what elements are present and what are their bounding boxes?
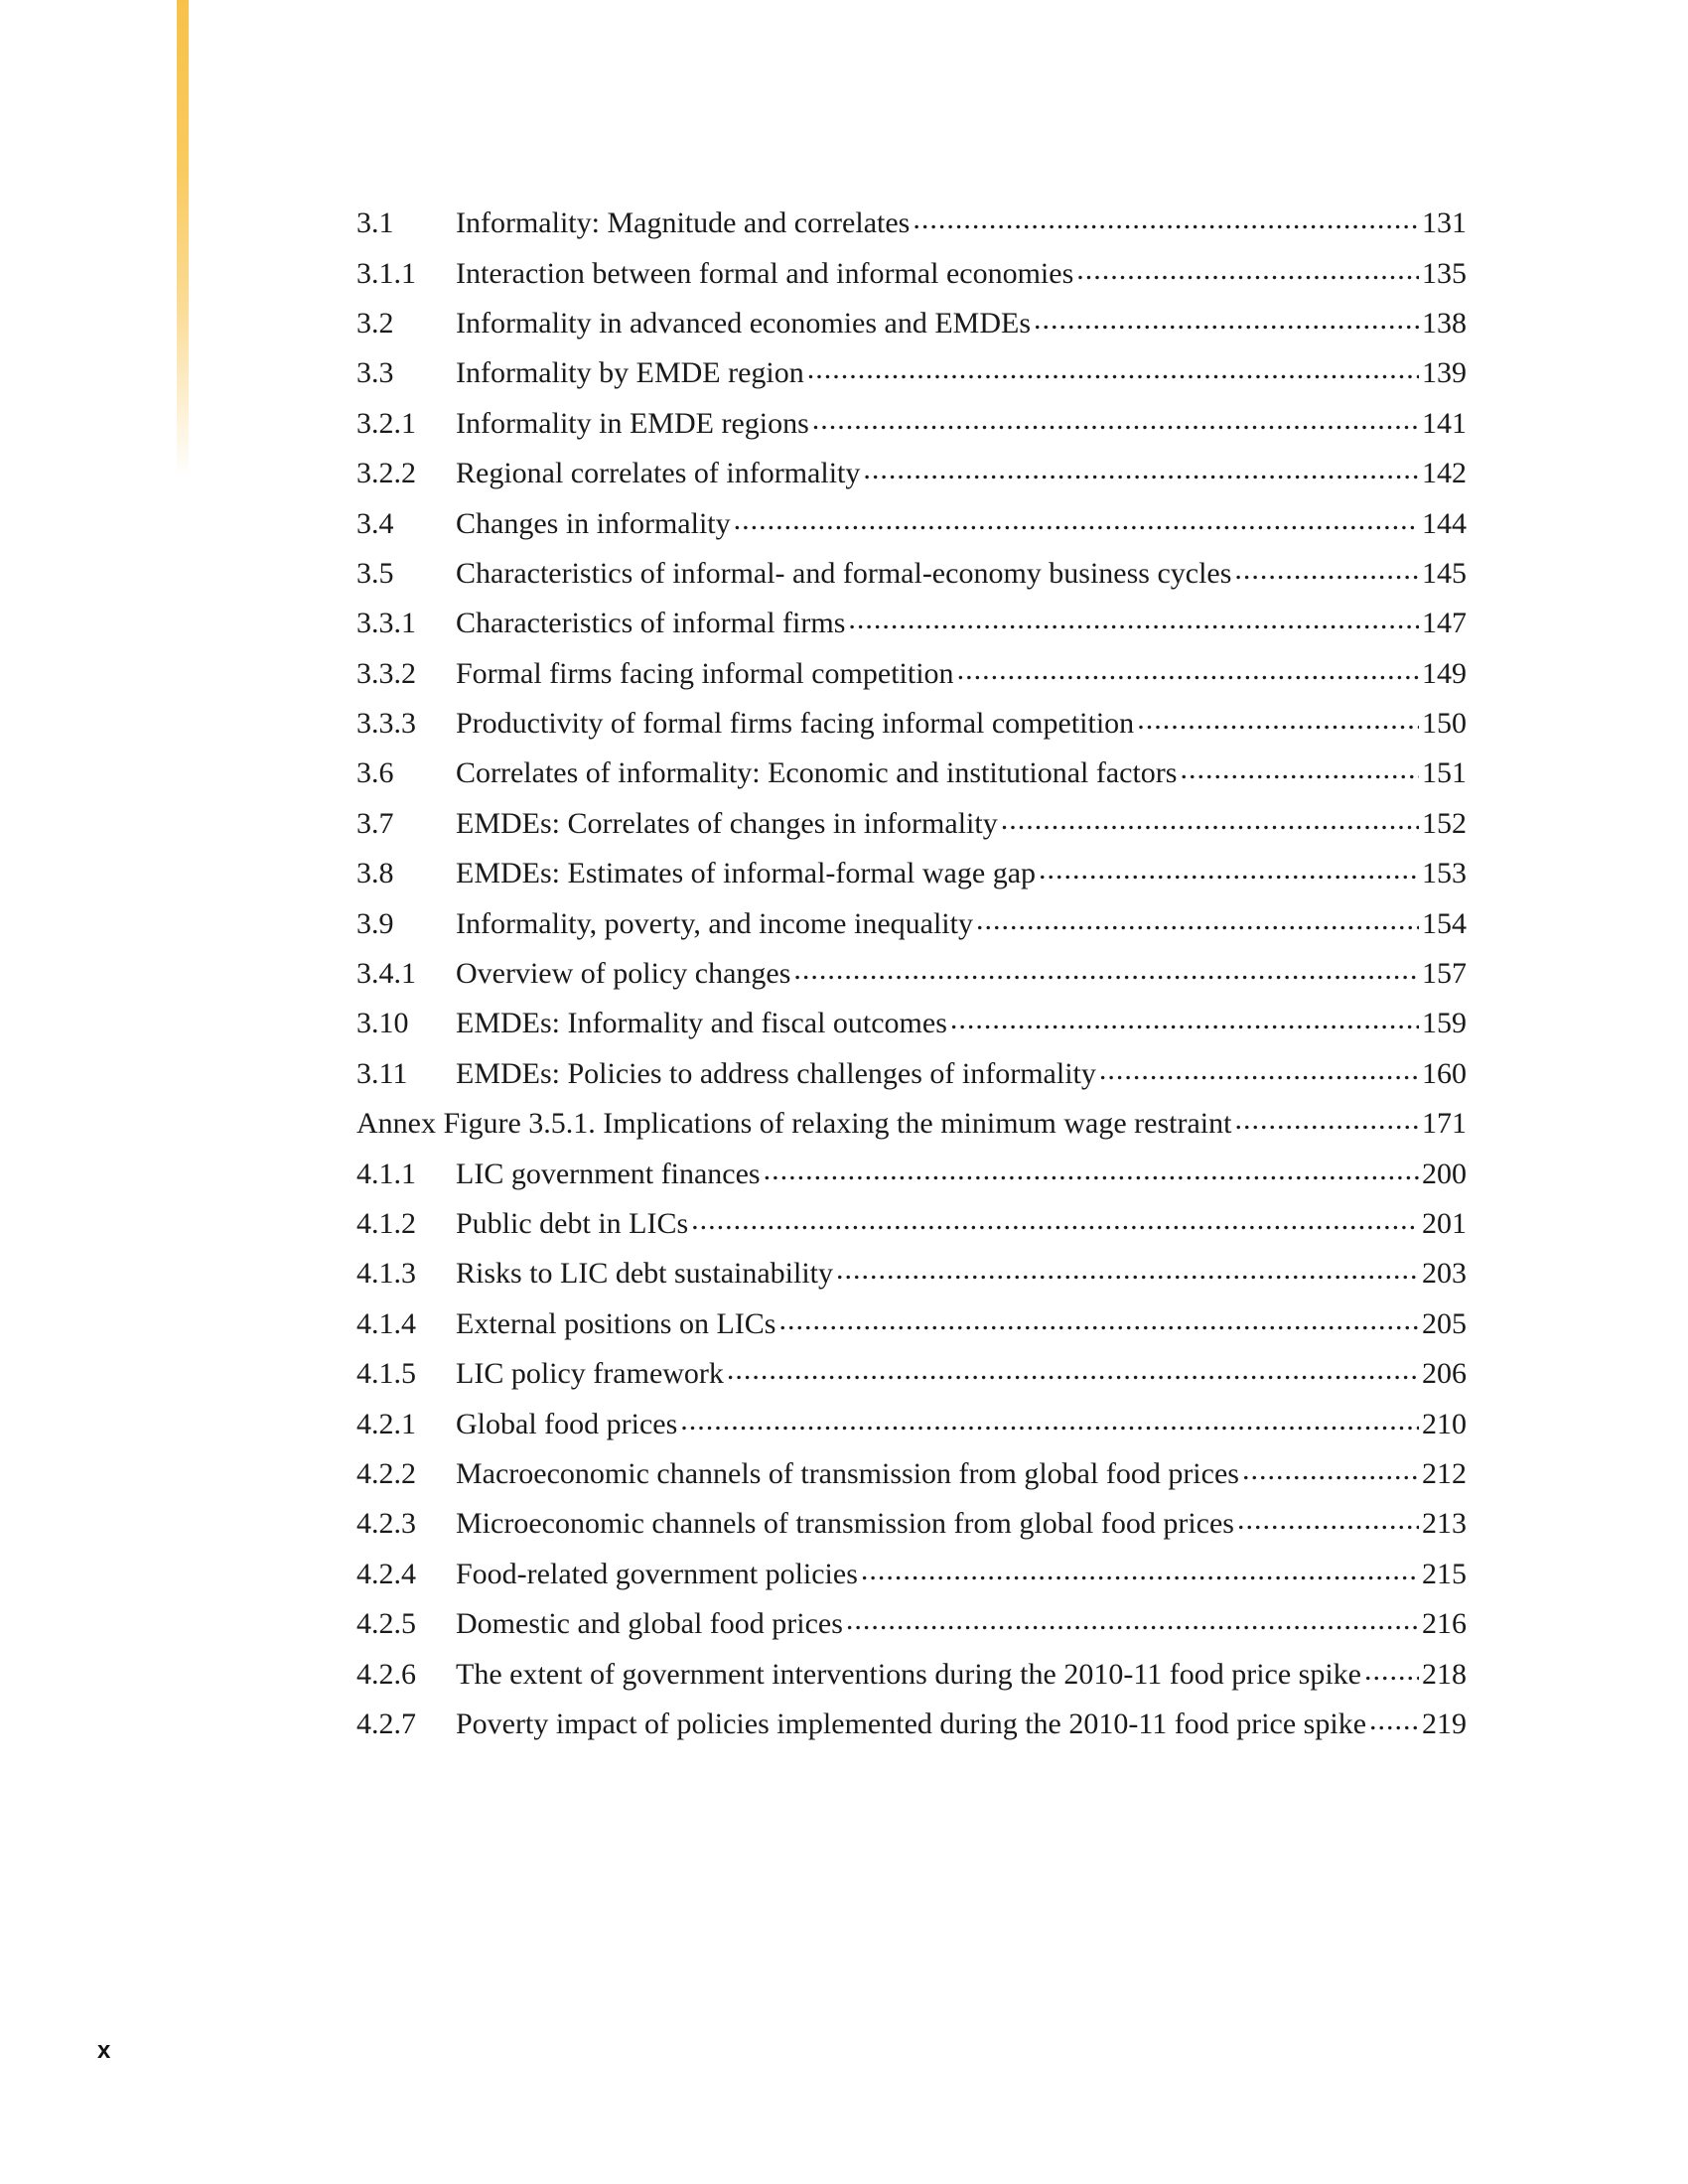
entry-page: 142 (1422, 457, 1467, 490)
dot-leader (863, 459, 1419, 488)
entry-title: Microeconomic channels of transmission from global food prices (456, 1507, 1234, 1541)
entry-number: 4.1.5 (356, 1357, 416, 1391)
dot-leader (1001, 809, 1419, 839)
dot-leader (1237, 1509, 1419, 1539)
dot-leader (1242, 1459, 1419, 1489)
dot-leader (846, 1609, 1419, 1639)
dot-leader (1180, 758, 1419, 788)
toc-entry[interactable] (356, 1249, 1467, 1298)
entry-title: The extent of government interventions during the 2010-11 food price spike (456, 1657, 1361, 1691)
dot-leader (836, 1259, 1419, 1289)
dot-leader (691, 1209, 1419, 1239)
entry-number: 3.10 (356, 1007, 409, 1040)
toc-entry[interactable] (356, 1299, 1467, 1349)
dot-leader (793, 959, 1419, 989)
entry-number: 3.3.3 (356, 707, 416, 741)
entry-page: 216 (1422, 1607, 1467, 1641)
entry-title: Food-related government policies (456, 1557, 858, 1590)
entry-title: Risks to LIC debt sustainability (456, 1257, 833, 1291)
page-folio: x (97, 2037, 111, 2064)
entry-title: Annex Figure 3.5.1. Implications of relaxing the minimum wage restraint (356, 1107, 1232, 1141)
toc-entry[interactable] (356, 299, 1467, 348)
entry-title: Overview of policy changes (456, 957, 791, 991)
entry-page: 149 (1422, 656, 1467, 690)
entry-number: 4.2.2 (356, 1456, 416, 1490)
entry-title: Formal firms facing informal competition (456, 656, 954, 690)
toc-entry[interactable] (356, 1349, 1467, 1399)
entry-title: LIC government finances (456, 1157, 761, 1190)
decorative-side-bar (177, 0, 189, 477)
entry-number: 4.1.1 (356, 1157, 416, 1190)
entry-number: 3.1 (356, 206, 394, 240)
entry-page: 150 (1422, 707, 1467, 741)
dot-leader (848, 609, 1419, 638)
dot-leader (1039, 859, 1419, 888)
entry-number: 3.5 (356, 556, 394, 590)
figures-list (356, 199, 1467, 1749)
entry-page: 159 (1422, 1007, 1467, 1040)
toc-entry[interactable] (356, 1649, 1467, 1699)
dot-leader (1364, 1660, 1419, 1690)
toc-entry[interactable] (356, 1499, 1467, 1549)
toc-entry[interactable] (356, 498, 1467, 548)
dot-leader (778, 1309, 1419, 1339)
entry-page: 151 (1422, 756, 1467, 790)
entry-number: 4.2.4 (356, 1557, 416, 1590)
entry-page: 213 (1422, 1507, 1467, 1541)
entry-page: 218 (1422, 1657, 1467, 1691)
toc-entry[interactable] (356, 399, 1467, 449)
entry-page: 212 (1422, 1456, 1467, 1490)
entry-page: 215 (1422, 1557, 1467, 1590)
dot-leader (727, 1359, 1419, 1389)
toc-entry[interactable] (356, 1199, 1467, 1249)
entry-title: Correlates of informality: Economic and institutional factors (456, 756, 1178, 790)
toc-entry[interactable] (356, 199, 1467, 248)
toc-entry[interactable] (356, 449, 1467, 498)
entry-number: 3.7 (356, 806, 394, 840)
entry-title: EMDEs: Informality and fiscal outcomes (456, 1007, 947, 1040)
entry-page: 152 (1422, 806, 1467, 840)
entry-page: 160 (1422, 1056, 1467, 1090)
entry-page: 154 (1422, 906, 1467, 940)
entry-title: EMDEs: Policies to address challenges of informality (456, 1056, 1096, 1090)
entry-page: 205 (1422, 1306, 1467, 1340)
toc-entry[interactable] (356, 1700, 1467, 1749)
entry-number: 3.9 (356, 906, 394, 940)
entry-number: 3.3.2 (356, 656, 416, 690)
toc-entry[interactable] (356, 348, 1467, 398)
entry-title: EMDEs: Estimates of informal-formal wage gap (456, 857, 1037, 890)
entry-page: 203 (1422, 1257, 1467, 1291)
dot-leader (812, 409, 1419, 439)
entry-title: Macroeconomic channels of transmission from global food prices (456, 1456, 1239, 1490)
dot-leader (764, 1160, 1419, 1189)
entry-page: 145 (1422, 556, 1467, 590)
dot-leader (1234, 1109, 1419, 1139)
entry-number: 4.2.1 (356, 1407, 416, 1440)
entry-page: 138 (1422, 306, 1467, 340)
entry-page: 135 (1422, 256, 1467, 290)
toc-entry[interactable] (356, 949, 1467, 999)
toc-entry[interactable] (356, 248, 1467, 298)
entry-number: 3.2.2 (356, 457, 416, 490)
entry-number: 4.1.3 (356, 1257, 416, 1291)
dot-leader (913, 208, 1419, 238)
entry-number: 3.1.1 (356, 256, 416, 290)
entry-page: 153 (1422, 857, 1467, 890)
toc-entry[interactable] (356, 549, 1467, 599)
toc-entry[interactable] (356, 1399, 1467, 1448)
entry-number: 3.2.1 (356, 406, 416, 440)
toc-entry[interactable] (356, 649, 1467, 699)
entry-page: 141 (1422, 406, 1467, 440)
entry-page: 139 (1422, 356, 1467, 390)
entry-number: 4.2.7 (356, 1706, 416, 1740)
entry-page: 206 (1422, 1357, 1467, 1391)
entry-title: Poverty impact of policies implemented during the 2010-11 food price spike (456, 1706, 1367, 1740)
entry-number: 3.6 (356, 756, 394, 790)
entry-number: 3.2 (356, 306, 394, 340)
dot-leader (976, 909, 1419, 939)
entry-title: Domestic and global food prices (456, 1607, 843, 1641)
toc-entry[interactable] (356, 749, 1467, 798)
dot-leader (861, 1560, 1419, 1589)
entry-page: 210 (1422, 1407, 1467, 1440)
toc-entry-annex[interactable] (356, 1099, 1467, 1149)
entry-number: 4.2.3 (356, 1507, 416, 1541)
dot-leader (1234, 559, 1419, 589)
dot-leader (1076, 259, 1419, 289)
toc-entry[interactable] (356, 1599, 1467, 1649)
entry-title: Informality, poverty, and income inequality (456, 906, 973, 940)
entry-number: 4.2.5 (356, 1607, 416, 1641)
dot-leader (1034, 309, 1419, 339)
entry-page: 147 (1422, 607, 1467, 640)
entry-title: Informality in EMDE regions (456, 406, 809, 440)
toc-entry[interactable] (356, 799, 1467, 849)
entry-title: Interaction between formal and informal economies (456, 256, 1074, 290)
dot-leader (950, 1009, 1419, 1038)
entry-title: EMDEs: Correlates of changes in informality (456, 806, 998, 840)
entry-title: Characteristics of informal- and formal-economy business cycles (456, 556, 1232, 590)
dot-leader (1369, 1709, 1419, 1739)
entry-title: Regional correlates of informality (456, 457, 861, 490)
toc-entry[interactable] (356, 849, 1467, 898)
toc-entry[interactable] (356, 1449, 1467, 1499)
dot-leader (680, 1410, 1419, 1439)
entry-page: 157 (1422, 957, 1467, 991)
entry-title: Global food prices (456, 1407, 678, 1440)
entry-title: LIC policy framework (456, 1357, 724, 1391)
entry-page: 219 (1422, 1706, 1467, 1740)
entry-title: External positions on LICs (456, 1306, 776, 1340)
entry-page: 200 (1422, 1157, 1467, 1190)
entry-number: 3.4.1 (356, 957, 416, 991)
entry-number: 4.2.6 (356, 1657, 416, 1691)
entry-title: Informality: Magnitude and correlates (456, 206, 911, 240)
dot-leader (734, 509, 1419, 539)
toc-entry[interactable] (356, 599, 1467, 648)
dot-leader (957, 659, 1419, 689)
entry-number: 3.4 (356, 506, 394, 540)
entry-page: 201 (1422, 1207, 1467, 1240)
entry-page: 171 (1422, 1107, 1467, 1141)
entry-page: 131 (1422, 206, 1467, 240)
entry-number: 3.8 (356, 857, 394, 890)
entry-title: Changes in informality (456, 506, 731, 540)
toc-entry[interactable] (356, 699, 1467, 749)
entry-title: Public debt in LICs (456, 1207, 689, 1240)
toc-entry[interactable] (356, 1149, 1467, 1198)
entry-page: 144 (1422, 506, 1467, 540)
dot-leader (1137, 709, 1419, 739)
entry-number: 4.1.2 (356, 1207, 416, 1240)
entry-number: 4.1.4 (356, 1306, 416, 1340)
toc-entry[interactable] (356, 898, 1467, 948)
dot-leader (807, 358, 1419, 388)
entry-title: Characteristics of informal firms (456, 607, 846, 640)
entry-title: Productivity of formal firms facing informal competition (456, 707, 1135, 741)
entry-number: 3.3 (356, 356, 394, 390)
entry-title: Informality in advanced economies and EMDEs (456, 306, 1031, 340)
entry-number: 3.3.1 (356, 607, 416, 640)
toc-entry[interactable] (356, 1550, 1467, 1599)
entry-title: Informality by EMDE region (456, 356, 804, 390)
dot-leader (1099, 1059, 1419, 1089)
entry-number: 3.11 (356, 1056, 408, 1090)
toc-entry[interactable] (356, 999, 1467, 1048)
toc-entry[interactable] (356, 1049, 1467, 1099)
